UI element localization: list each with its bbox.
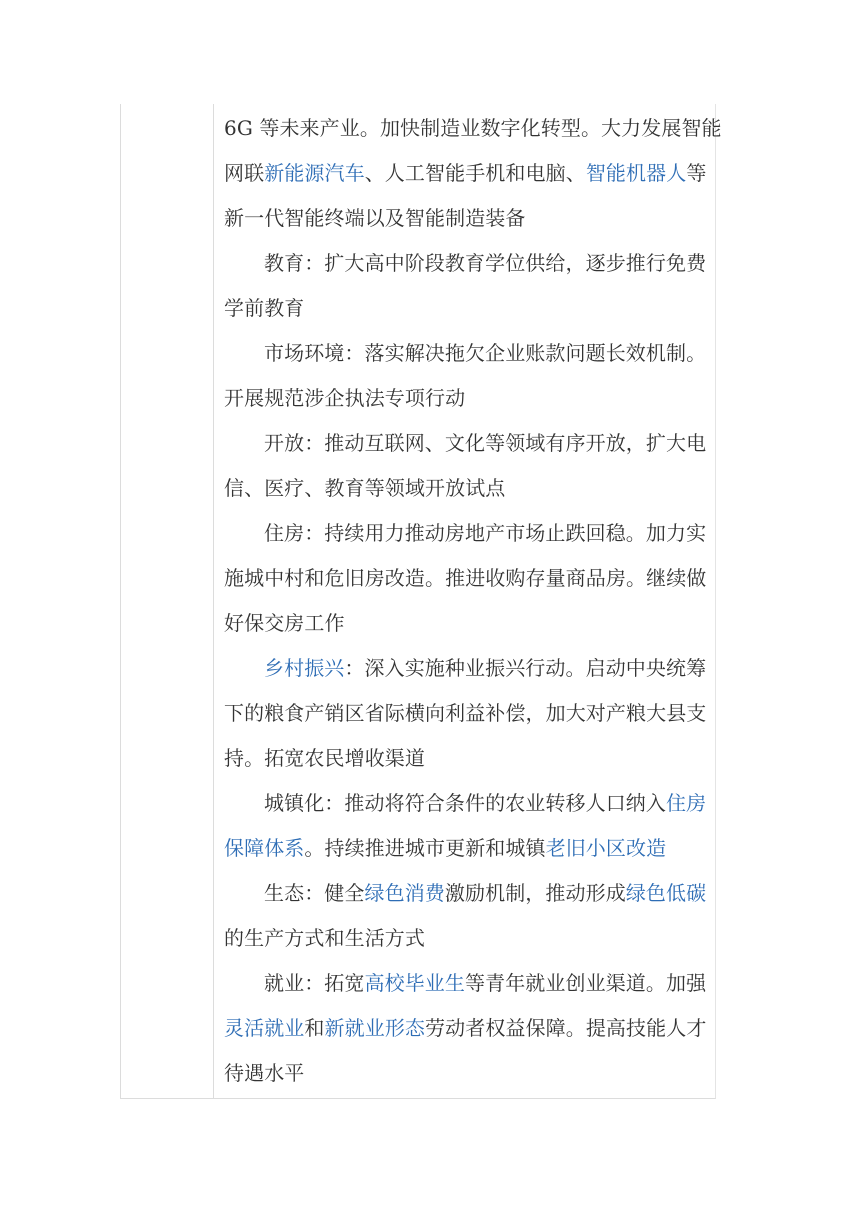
paragraph-line — [224, 1051, 708, 1096]
text-run: ：深入实施种业振兴行动。启动中央统筹 — [344, 656, 707, 680]
link[interactable]: 智能机器人 — [585, 161, 687, 185]
text-run: 施城中村和危旧房改造。推进收购存量商品房。继续做 — [224, 566, 707, 590]
text-run: 的生产方式和生活方式 — [224, 926, 425, 950]
text-run: 、人工智能手机和电脑、 — [364, 161, 586, 185]
table-right-column — [224, 104, 722, 1096]
paragraph-line — [224, 466, 708, 511]
text-run: 待遇水平 — [224, 1061, 305, 1085]
link[interactable]: 绿色消费 — [364, 881, 445, 905]
text-run: 教育：扩大高中阶段教育学位供给，逐步推行免费 — [264, 251, 707, 275]
text-run: 网联 — [224, 161, 265, 185]
paragraph-line — [224, 106, 722, 151]
link[interactable]: 老旧小区改造 — [545, 836, 667, 860]
text-run: 生态：健全 — [264, 881, 365, 905]
table-left-column — [121, 104, 214, 1098]
link[interactable]: 乡村振兴 — [264, 656, 345, 680]
text-run: 劳动者权益保障。提高技能人才 — [425, 1016, 707, 1040]
text-run: 就业：拓宽 — [264, 971, 365, 995]
link[interactable]: 新能源汽车 — [264, 161, 365, 185]
text-run: 新一代智能终端以及智能制造装备 — [224, 206, 526, 230]
paragraph-line — [224, 151, 708, 196]
paragraph-line — [224, 1006, 708, 1051]
text-run: 激励机制，推动形成 — [444, 881, 626, 905]
paragraph-line — [224, 421, 708, 466]
link[interactable]: 灵活就业 — [224, 1016, 305, 1040]
paragraph-line — [224, 916, 708, 961]
paragraph-line — [224, 241, 708, 286]
paragraph-line — [224, 736, 708, 781]
paragraph-line — [224, 826, 708, 871]
text-run: 6G 等未来产业。加快制造业数字化转型。大力发展智能 — [224, 116, 722, 140]
paragraph-line — [224, 646, 708, 691]
text-run: 开展规范涉企执法专项行动 — [224, 386, 466, 410]
link[interactable]: 保障体系 — [224, 836, 305, 860]
paragraph-line — [224, 691, 708, 736]
paragraph-line — [224, 511, 708, 556]
text-run: 持。拓宽农民增收渠道 — [224, 746, 425, 770]
text-run: 学前教育 — [224, 296, 305, 320]
paragraph-line — [224, 871, 708, 916]
text-run: 下的粮食产销区省际横向利益补偿，加大对产粮大县支 — [224, 701, 707, 725]
paragraph-line — [224, 781, 708, 826]
paragraph-line — [224, 331, 708, 376]
text-run: 城镇化：推动将符合条件的农业转移人口纳入 — [264, 791, 666, 815]
link[interactable]: 高校毕业生 — [364, 971, 465, 995]
paragraph-line — [224, 556, 708, 601]
paragraph-line — [224, 376, 708, 421]
link[interactable]: 新就业形态 — [324, 1016, 426, 1040]
link[interactable]: 绿色低碳 — [625, 881, 707, 905]
paragraph-line — [224, 286, 708, 331]
text-run: 等青年就业创业渠道。加强 — [465, 971, 707, 995]
text-run: 信、医疗、教育等领域开放试点 — [224, 476, 506, 500]
link[interactable]: 住房 — [666, 791, 707, 815]
paragraph-line — [224, 196, 708, 241]
text-run: 和 — [304, 1016, 325, 1040]
content-table — [120, 104, 722, 1099]
text-run: 市场环境：落实解决拖欠企业账款问题长效机制。 — [264, 341, 707, 365]
paragraph-line — [224, 961, 708, 1006]
text-run: 等 — [686, 161, 707, 185]
text-run: 。持续推进城市更新和城镇 — [304, 836, 546, 860]
text-run: 住房：持续用力推动房地产市场止跌回稳。加力实 — [264, 521, 707, 545]
paragraph-line — [224, 601, 708, 646]
text-run: 好保交房工作 — [224, 611, 345, 635]
text-run: 开放：推动互联网、文化等领域有序开放，扩大电 — [264, 431, 707, 455]
